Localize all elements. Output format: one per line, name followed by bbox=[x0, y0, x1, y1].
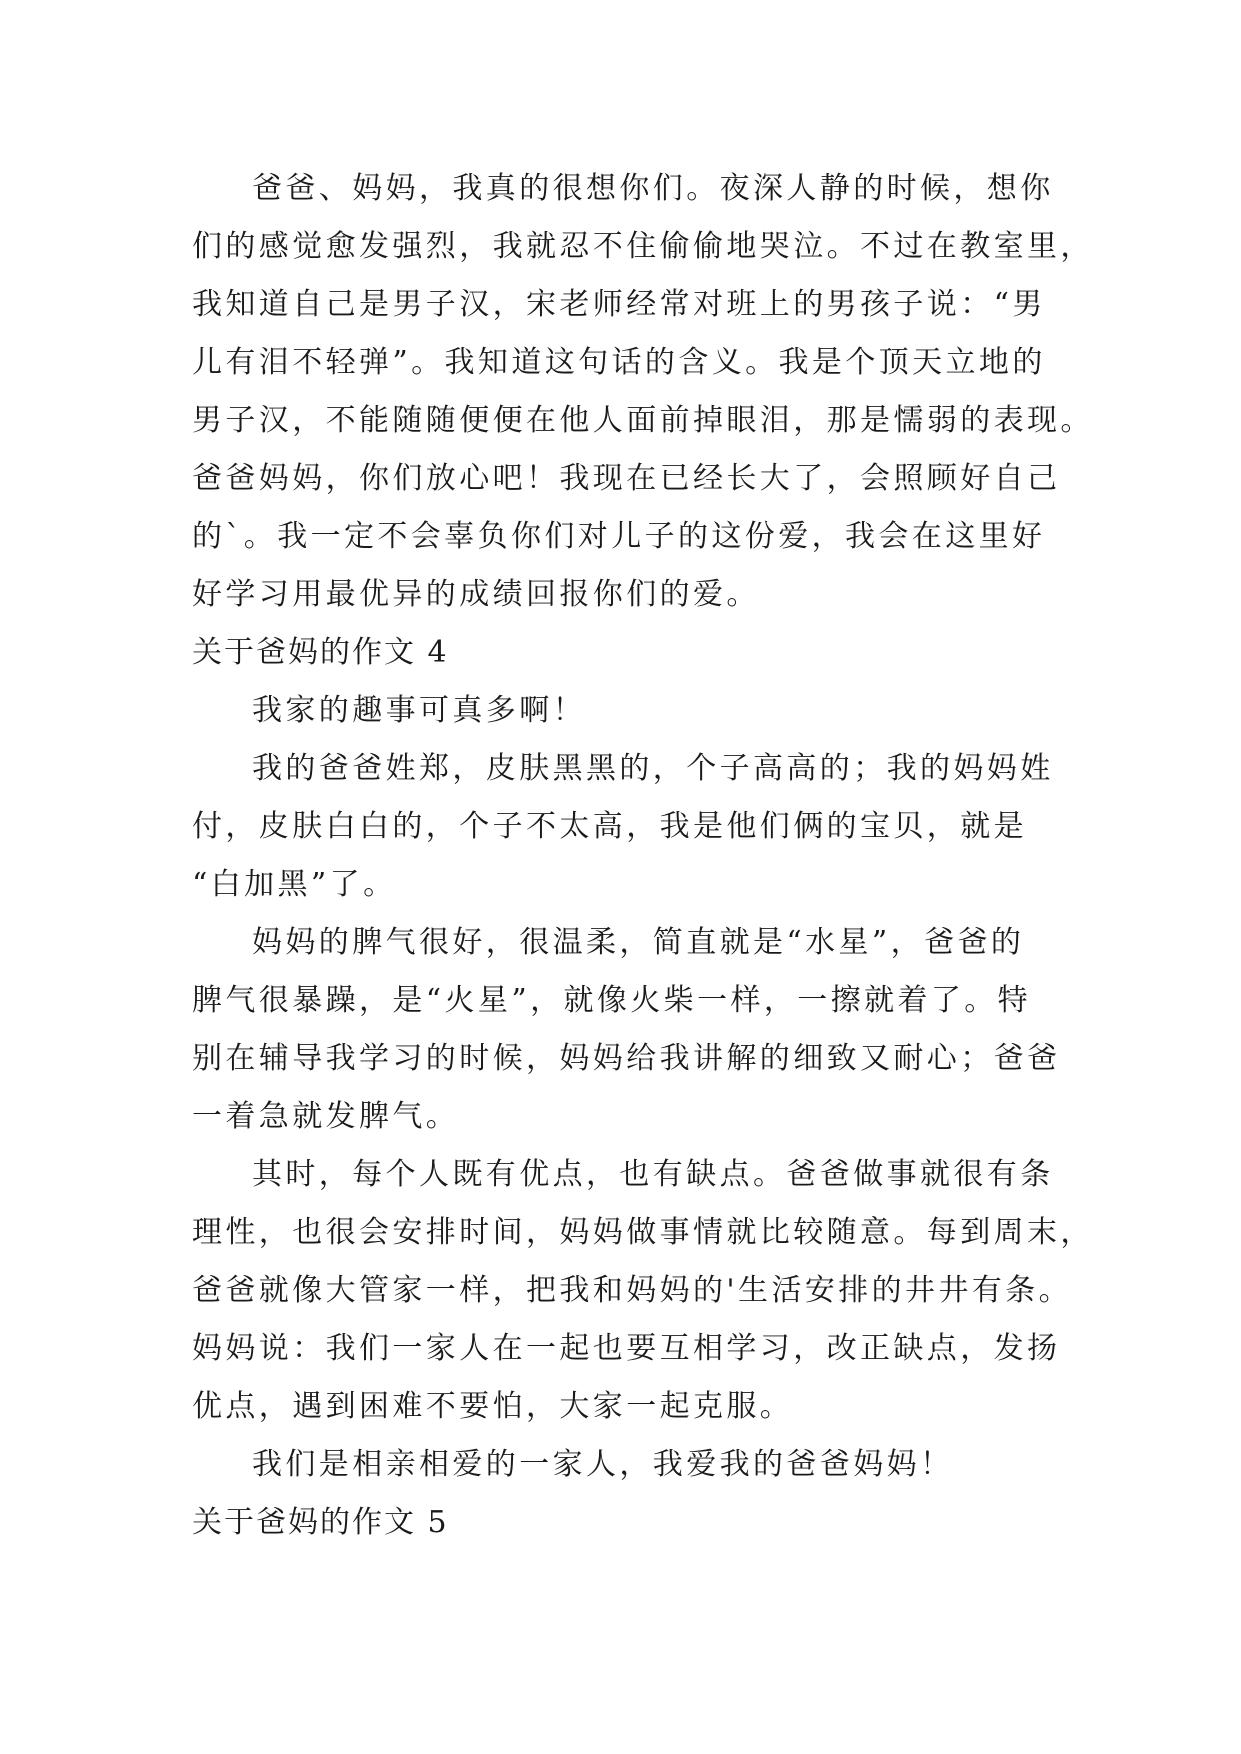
text-line: 妈妈的脾气很好，很温柔，简直就是“水星”，爸爸的 bbox=[252, 925, 1025, 960]
paragraph bbox=[192, 1146, 1094, 1436]
paragraph bbox=[192, 160, 1094, 624]
paragraph bbox=[192, 1436, 1052, 1494]
text-line: 其时，每个人既有优点，也有缺点。爸爸做事就很有条 bbox=[252, 1157, 1054, 1192]
section-heading: 关于爸妈的作文 4 bbox=[192, 635, 449, 670]
text-line: 付，皮肤白白的，个子不太高，我是他们俩的宝贝，就是 bbox=[192, 809, 1027, 844]
text-line: 别在辅导我学习的时候，妈妈给我讲解的细致又耐心；爸爸 bbox=[192, 1041, 1061, 1076]
text-line: 我们是相亲相爱的一家人，我爱我的爸爸妈妈！ bbox=[252, 1447, 954, 1482]
text-line: 我知道自己是男子汉，宋老师经常对班上的男孩子说：“男 bbox=[192, 287, 1046, 322]
text-line: 爸爸妈妈，你们放心吧！我现在已经长大了，会照顾好自己 bbox=[192, 461, 1061, 496]
paragraph bbox=[192, 914, 1061, 1146]
text-line: 我的爸爸姓郑，皮肤黑黑的，个子高高的；我的妈妈姓 bbox=[252, 751, 1054, 786]
paragraph bbox=[192, 682, 1052, 740]
text-line: 一着急就发脾气。 bbox=[192, 1099, 460, 1134]
section-heading: 关于爸妈的作文 5 bbox=[192, 1505, 449, 1540]
text-line: 们的感觉愈发强烈，我就忍不住偷偷地哭泣。不过在教室里， bbox=[192, 229, 1094, 264]
text-line: 男子汉，不能随随便便在他人面前掉眼泪，那是懦弱的表现。 bbox=[192, 403, 1094, 438]
document-body bbox=[192, 160, 1094, 1552]
text-line: 爸爸就像大管家一样，把我和妈妈的'生活安排的井井有条。 bbox=[192, 1273, 1073, 1308]
text-line: 优点，遇到困难不要怕，大家一起克服。 bbox=[192, 1389, 794, 1424]
text-line: 妈妈说：我们一家人在一起也要互相学习，改正缺点，发扬 bbox=[192, 1331, 1061, 1366]
text-line: 爸爸、妈妈，我真的很想你们。夜深人静的时候，想你 bbox=[252, 171, 1054, 206]
text-line: 的`。我一定不会辜负你们对儿子的这份爱，我会在这里好 bbox=[192, 519, 1046, 554]
text-line: 儿有泪不轻弹”。我知道这句话的含义。我是个顶天立地的 bbox=[192, 345, 1046, 380]
text-line: 好学习用最优异的成绩回报你们的爱。 bbox=[192, 577, 760, 612]
text-line: 我家的趣事可真多啊！ bbox=[252, 693, 586, 728]
text-line: 理性，也很会安排时间，妈妈做事情就比较随意。每到周末， bbox=[192, 1215, 1094, 1250]
paragraph bbox=[192, 740, 1052, 914]
text-line: “白加黑”了。 bbox=[192, 867, 397, 902]
text-line: 脾气很暴躁，是“火星”，就像火柴一样，一擦就着了。特 bbox=[192, 983, 1032, 1018]
